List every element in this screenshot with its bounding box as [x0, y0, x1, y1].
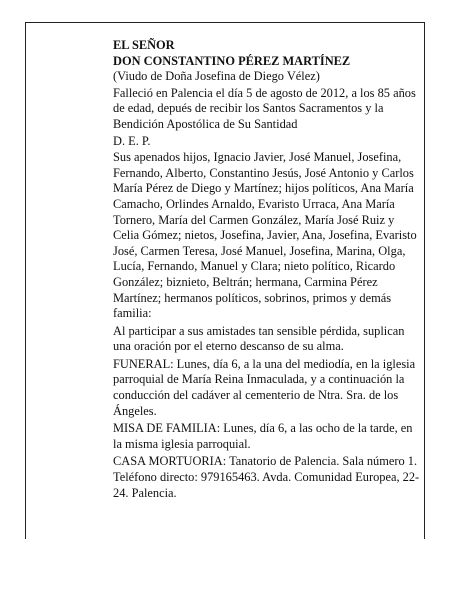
obituary-notice — [113, 38, 423, 503]
title-line-1: EL SEÑOR — [113, 38, 175, 52]
family-list: Sus apenados hijos, Ignacio Javier, José Manuel, Josefina, Fernando, Alberto, Constantino Jesús, José Antonio y Carlos María Pérez de Diego y Martínez; hijos políticos, Ana María Camacho, Orlindes Arnaldo, Evaristo Urraca, Ana María Tornero, María del Carmen González, María José Ruiz y Celia Gómez; nietos, Josefina, Javier, Ana, Josefina, Evaristo José, Carmen Teresa, José Manuel, Josefina, Marina, Olga, Lucía, Fernando, Manuel y Clara; nieto político, Ricardo González; biznieto, Beltrán; hermana, Carmina Pérez Martínez; hermanos políticos, sobrinos, primos y demás familia: — [113, 150, 417, 321]
death-notice: Falleció en Palencia el día 5 de agosto de 2012, a los 85 años de edad, depués de recibir los Santos Sacramentos y la Bendición Apostólica de Su Santidad — [113, 85, 416, 131]
funeral-details: FUNERAL: Lunes, día 6, a la una del mediodía, en la iglesia parroquial de María Reina Inmaculada, y a continuación la conducción del cadáver al cementerio de Ntra. Sra. de los Ángeles. — [113, 356, 416, 418]
family-mass-details: MISA DE FAMILIA: Lunes, día 6, a las ocho de la tarde, en la misma iglesia parroquial. — [113, 421, 413, 451]
funeral-home-details: CASA MORTUORIA: Tanatorio de Palencia. Sala número 1. Teléfono directo: 979165463. Avda. Comunidad Europea, 22-24. Palencia. — [113, 454, 420, 500]
prayer-request: Al participar a sus amistades tan sensible pérdida, suplican una oración por el eterno descanso de su alma. — [113, 323, 405, 354]
deceased-name: DON CONSTANTINO PÉREZ MARTÍNEZ — [113, 53, 351, 68]
widower-note: (Viudo de Doña Josefina de Diego Vélez) — [113, 69, 320, 84]
rip-abbreviation: D. E. P. — [113, 133, 151, 148]
